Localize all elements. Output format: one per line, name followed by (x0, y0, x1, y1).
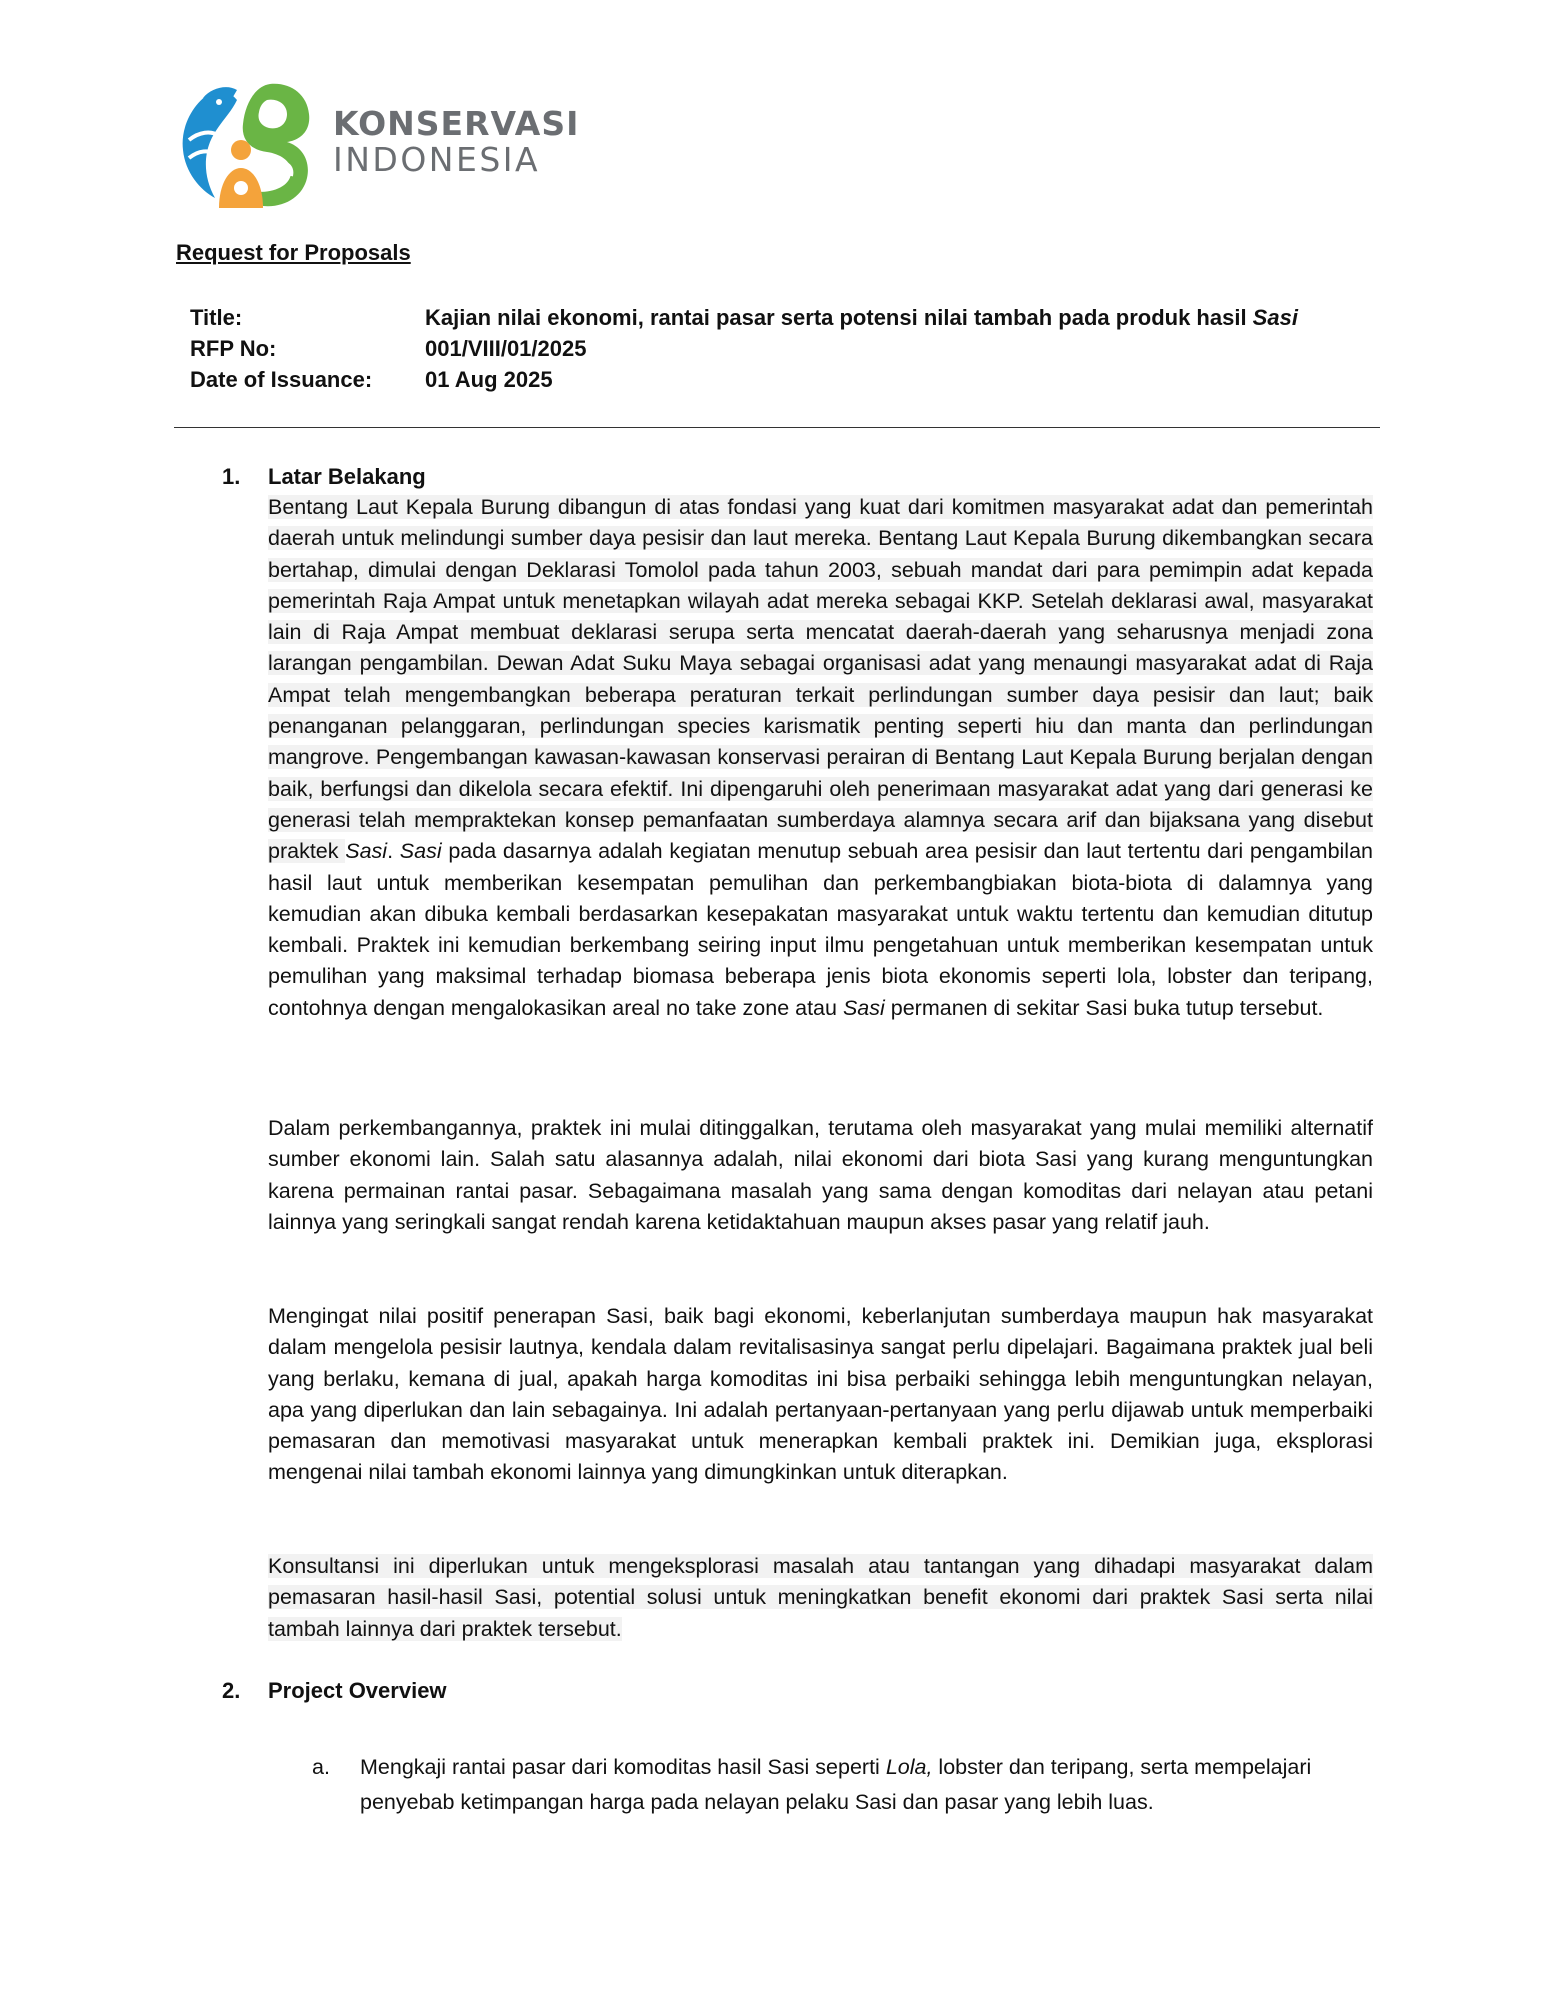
logo-line-2: INDONESIA (333, 140, 541, 179)
p1-sasi-italic-3: Sasi (842, 995, 885, 1020)
rfp-label: RFP No: (190, 336, 277, 361)
list-item-a-text (360, 1750, 1380, 1820)
rfp-meta-block (190, 302, 1298, 395)
meta-row-rfp (190, 333, 1298, 364)
p4-text: Konsultansi ini diperlukan untuk mengeksplorasi masalah atau tantangan yang dihadapi masyarakat dalam pemasaran hasil-hasil Sasi, potential solusi untuk meningkatkan benefit ekonomi dari praktek Sasi serta nilai tambah lainnya dari praktek tersebut. (268, 1554, 1373, 1641)
item-a-text-1: Mengkaji rantai pasar dari komoditas hasil Sasi seperti (360, 1755, 886, 1779)
item-a-lola-italic: Lola, (885, 1755, 933, 1779)
title-value (425, 302, 1298, 333)
konservasi-indonesia-logo (175, 80, 580, 210)
logo-line-1: KONSERVASI (333, 104, 580, 143)
section-1-title: Latar Belakang (268, 464, 426, 489)
date-value: 01 Aug 2025 (425, 367, 553, 392)
p1-text-a: Bentang Laut Kepala Burung dibangun di atas fondasi yang kuat dari komitmen masyarakat adat dan pemerintah daerah untuk melindungi sumber daya pesisir dan laut mereka. Bentang Laut Kepala Burung dikembangkan secara bertahap, dimulai dengan Deklarasi Tomolol pada tahun 2003, sebuah mandat dari para pemimpin adat kepada pemerintah Raja Ampat untuk menetapkan wilayah adat mereka sebagai KKP. Setelah deklarasi awal, masyarakat lain di Raja Ampat membuat deklarasi serupa serta mencatat daerah-daerah yang seharusnya menjadi zona larangan pengambilan. Dewan Adat Suku Maya sebagai organisasi adat yang menaungi masyarakat adat di Raja Ampat telah mengembangkan beberapa peraturan terkait perlindungan sumber daya pesisir dan laut; baik penanganan pelanggaran, perlindungan species karismatik penting seperti hiu dan manta dan perlindungan mangrove. Pengembangan kawasan-kawasan konservasi perairan di Bentang Laut Kepala Burung berjalan dengan baik, berfungsi dan dikelola secara efektif. Ini dipengaruhi oleh penerimaan masyarakat adat yang dari generasi ke generasi telah mempraktekan konsep pemanfaatan sumberdaya alamnya secara arif dan bijaksana yang disebut praktek (268, 495, 1373, 864)
section-2-number: 2. (222, 1678, 241, 1703)
p1-sasi-italic-1: Sasi (345, 839, 388, 864)
p1-sasi-italic-2: Sasi (399, 839, 442, 864)
p1-text-b: . (387, 839, 400, 864)
logo-text (333, 106, 579, 178)
section-1-paragraph-3 (268, 1301, 1373, 1489)
date-label: Date of Issuance: (190, 367, 373, 392)
section-1-paragraph-2 (268, 1113, 1373, 1238)
list-item-a-marker: a. (312, 1755, 330, 1779)
title-value-text: Kajian nilai ekonomi, rantai pasar serta potensi nilai tambah pada produk hasil (425, 305, 1253, 330)
title-value-italic: Sasi (1252, 305, 1298, 330)
meta-row-date (190, 364, 1298, 395)
section-1-paragraph-1 (268, 492, 1373, 1024)
document-heading: Request for Proposals (176, 240, 411, 265)
meta-row-title (190, 302, 1298, 333)
p1-text-d: permanen di sekitar Sasi buka tutup tersebut. (884, 995, 1324, 1020)
p1-text-c: pada dasarnya adalah kegiatan menutup sebuah area pesisir dan laut tertentu dari pengambilan hasil laut untuk memberikan kesempatan pemulihan dan perkembangbiakan biota-biota di dalamnya yang kemudian akan dibuka kembali berdasarkan kesepakatan masyarakat untuk waktu tertentu dan kemudian ditutup kembali. Praktek ini kemudian berkembang seiring input ilmu pengetahuan untuk memberikan kesempatan untuk pemulihan yang maksimal terhadap biomasa beberapa jenis biota ekonomis seperti lola, lobster dan teripang, contohnya dengan mengalokasikan areal no take zone atau (268, 839, 1374, 1020)
section-1-number: 1. (222, 464, 241, 489)
title-label: Title: (190, 305, 243, 330)
rfp-value: 001/VIII/01/2025 (425, 336, 587, 361)
logo-emblem-icon (175, 80, 325, 210)
p3-text: Mengingat nilai positif penerapan Sasi, baik bagi ekonomi, keberlanjutan sumberdaya maupun hak masyarakat dalam mengelola pesisir lautnya, kendala dalam revitalisasinya sangat perlu dipelajari. Bagaimana praktek jual beli yang berlaku, kemana di jual, apakah harga komoditas ini bisa perbaiki sehingga lebih menguntungkan nelayan, apa yang diperlukan dan lain sebagainya. Ini adalah pertanyaan-pertanyaan yang perlu dijawab untuk memperbaiki pemasaran dan memotivasi masyarakat untuk menerapkan kembali praktek ini. Demikian juga, eksplorasi mengenai nilai tambah ekonomi lainnya yang dimungkinkan untuk diterapkan. (268, 1304, 1373, 1485)
horizontal-divider (174, 427, 1380, 428)
item-a-text-2: lobster dan teripang, serta mempelajari penyebab ketimpangan harga pada nelayan pelaku Sasi dan pasar yang lebih luas. (360, 1755, 1312, 1814)
section-1-paragraph-4 (268, 1551, 1373, 1645)
section-2-title: Project Overview (268, 1678, 447, 1703)
p2-text: Dalam perkembangannya, praktek ini mulai ditinggalkan, terutama oleh masyarakat yang mulai memiliki alternatif sumber ekonomi lain. Salah satu alasannya adalah, nilai ekonomi dari biota Sasi yang kurang menguntungkan karena permainan rantai pasar. Sebagaimana masalah yang sama dengan komoditas dari nelayan atau petani lainnya yang seringkali sangat rendah karena ketidaktahuan maupun akses pasar yang relatif jauh. (268, 1116, 1373, 1234)
